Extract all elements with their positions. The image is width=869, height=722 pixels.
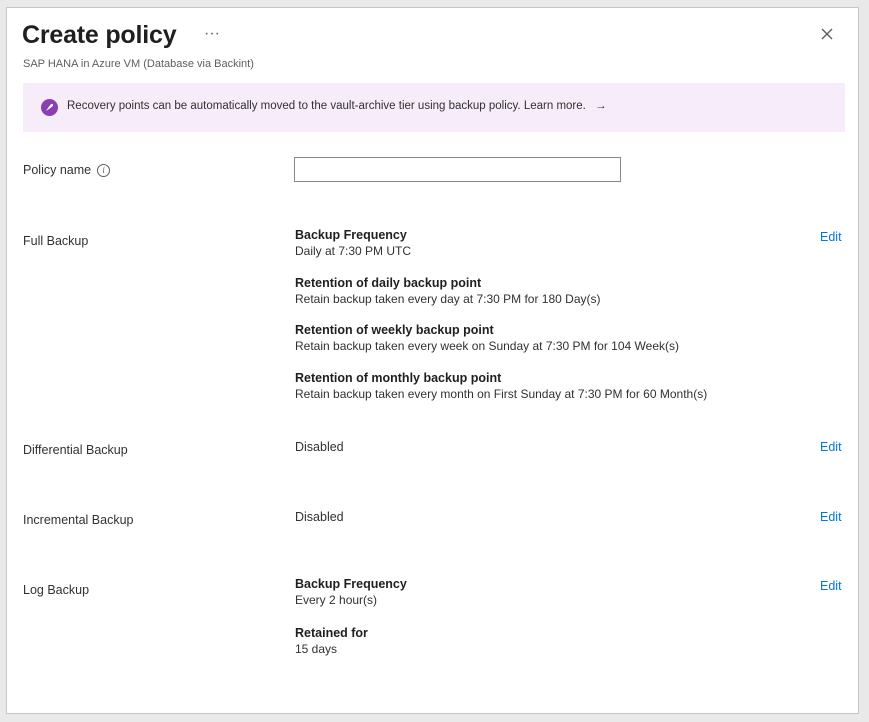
section-heading: Backup Frequency — [295, 228, 407, 242]
log-backup-label: Log Backup — [23, 583, 90, 597]
differential-backup-status: Disabled — [295, 440, 344, 454]
section-value: Every 2 hour(s) — [295, 593, 378, 607]
monthly-retention — [295, 371, 707, 401]
section-heading: Retention of daily backup point — [295, 276, 482, 290]
daily-retention — [295, 276, 601, 306]
differential-backup-edit-link[interactable]: Edit — [820, 440, 842, 454]
banner-text: Recovery points can be automatically moved to the vault-archive tier using backup policy. — [67, 100, 521, 112]
log-backup-edit-link[interactable]: Edit — [820, 579, 842, 593]
banner-message — [67, 100, 607, 112]
learn-more-link[interactable]: Learn more. — [523, 100, 586, 112]
section-value: Retain backup taken every week on Sunday at 7:30 PM for 104 Week(s) — [295, 339, 679, 353]
policy-name-label — [23, 163, 110, 177]
incremental-backup-edit-link[interactable]: Edit — [820, 510, 842, 524]
arrow-right-icon[interactable]: → — [595, 100, 607, 112]
section-value: 15 days — [295, 642, 338, 656]
section-value: Retain backup taken every day at 7:30 PM for 180 Day(s) — [295, 292, 601, 306]
incremental-backup-label: Incremental Backup — [23, 513, 134, 527]
full-backup-label: Full Backup — [23, 234, 89, 248]
section-value: Daily at 7:30 PM UTC — [295, 244, 412, 258]
incremental-backup-status: Disabled — [295, 510, 344, 524]
rocket-badge-icon — [41, 99, 58, 116]
differential-backup-label: Differential Backup — [23, 443, 128, 457]
policy-name-input[interactable] — [294, 157, 621, 182]
close-icon[interactable] — [817, 24, 837, 44]
weekly-retention — [295, 323, 679, 353]
log-backup-frequency — [295, 577, 407, 607]
section-heading: Retention of weekly backup point — [295, 323, 494, 337]
log-retention — [295, 626, 368, 656]
section-value: Retain backup taken every month on First Sunday at 7:30 PM for 60 Month(s) — [295, 387, 708, 401]
section-heading: Retained for — [295, 626, 368, 640]
more-options-icon[interactable]: ··· — [204, 25, 220, 42]
section-heading: Backup Frequency — [295, 577, 407, 591]
create-policy-panel — [6, 7, 859, 714]
info-icon[interactable]: i — [97, 164, 110, 177]
section-heading: Retention of monthly backup point — [295, 371, 502, 385]
page-title: Create policy — [22, 21, 177, 49]
full-backup-frequency — [295, 228, 411, 258]
policy-name-label-text: Policy name — [23, 163, 92, 177]
page-subtitle: SAP HANA in Azure VM (Database via Backint) — [23, 58, 254, 70]
info-banner — [23, 83, 845, 132]
full-backup-edit-link[interactable]: Edit — [820, 230, 842, 244]
